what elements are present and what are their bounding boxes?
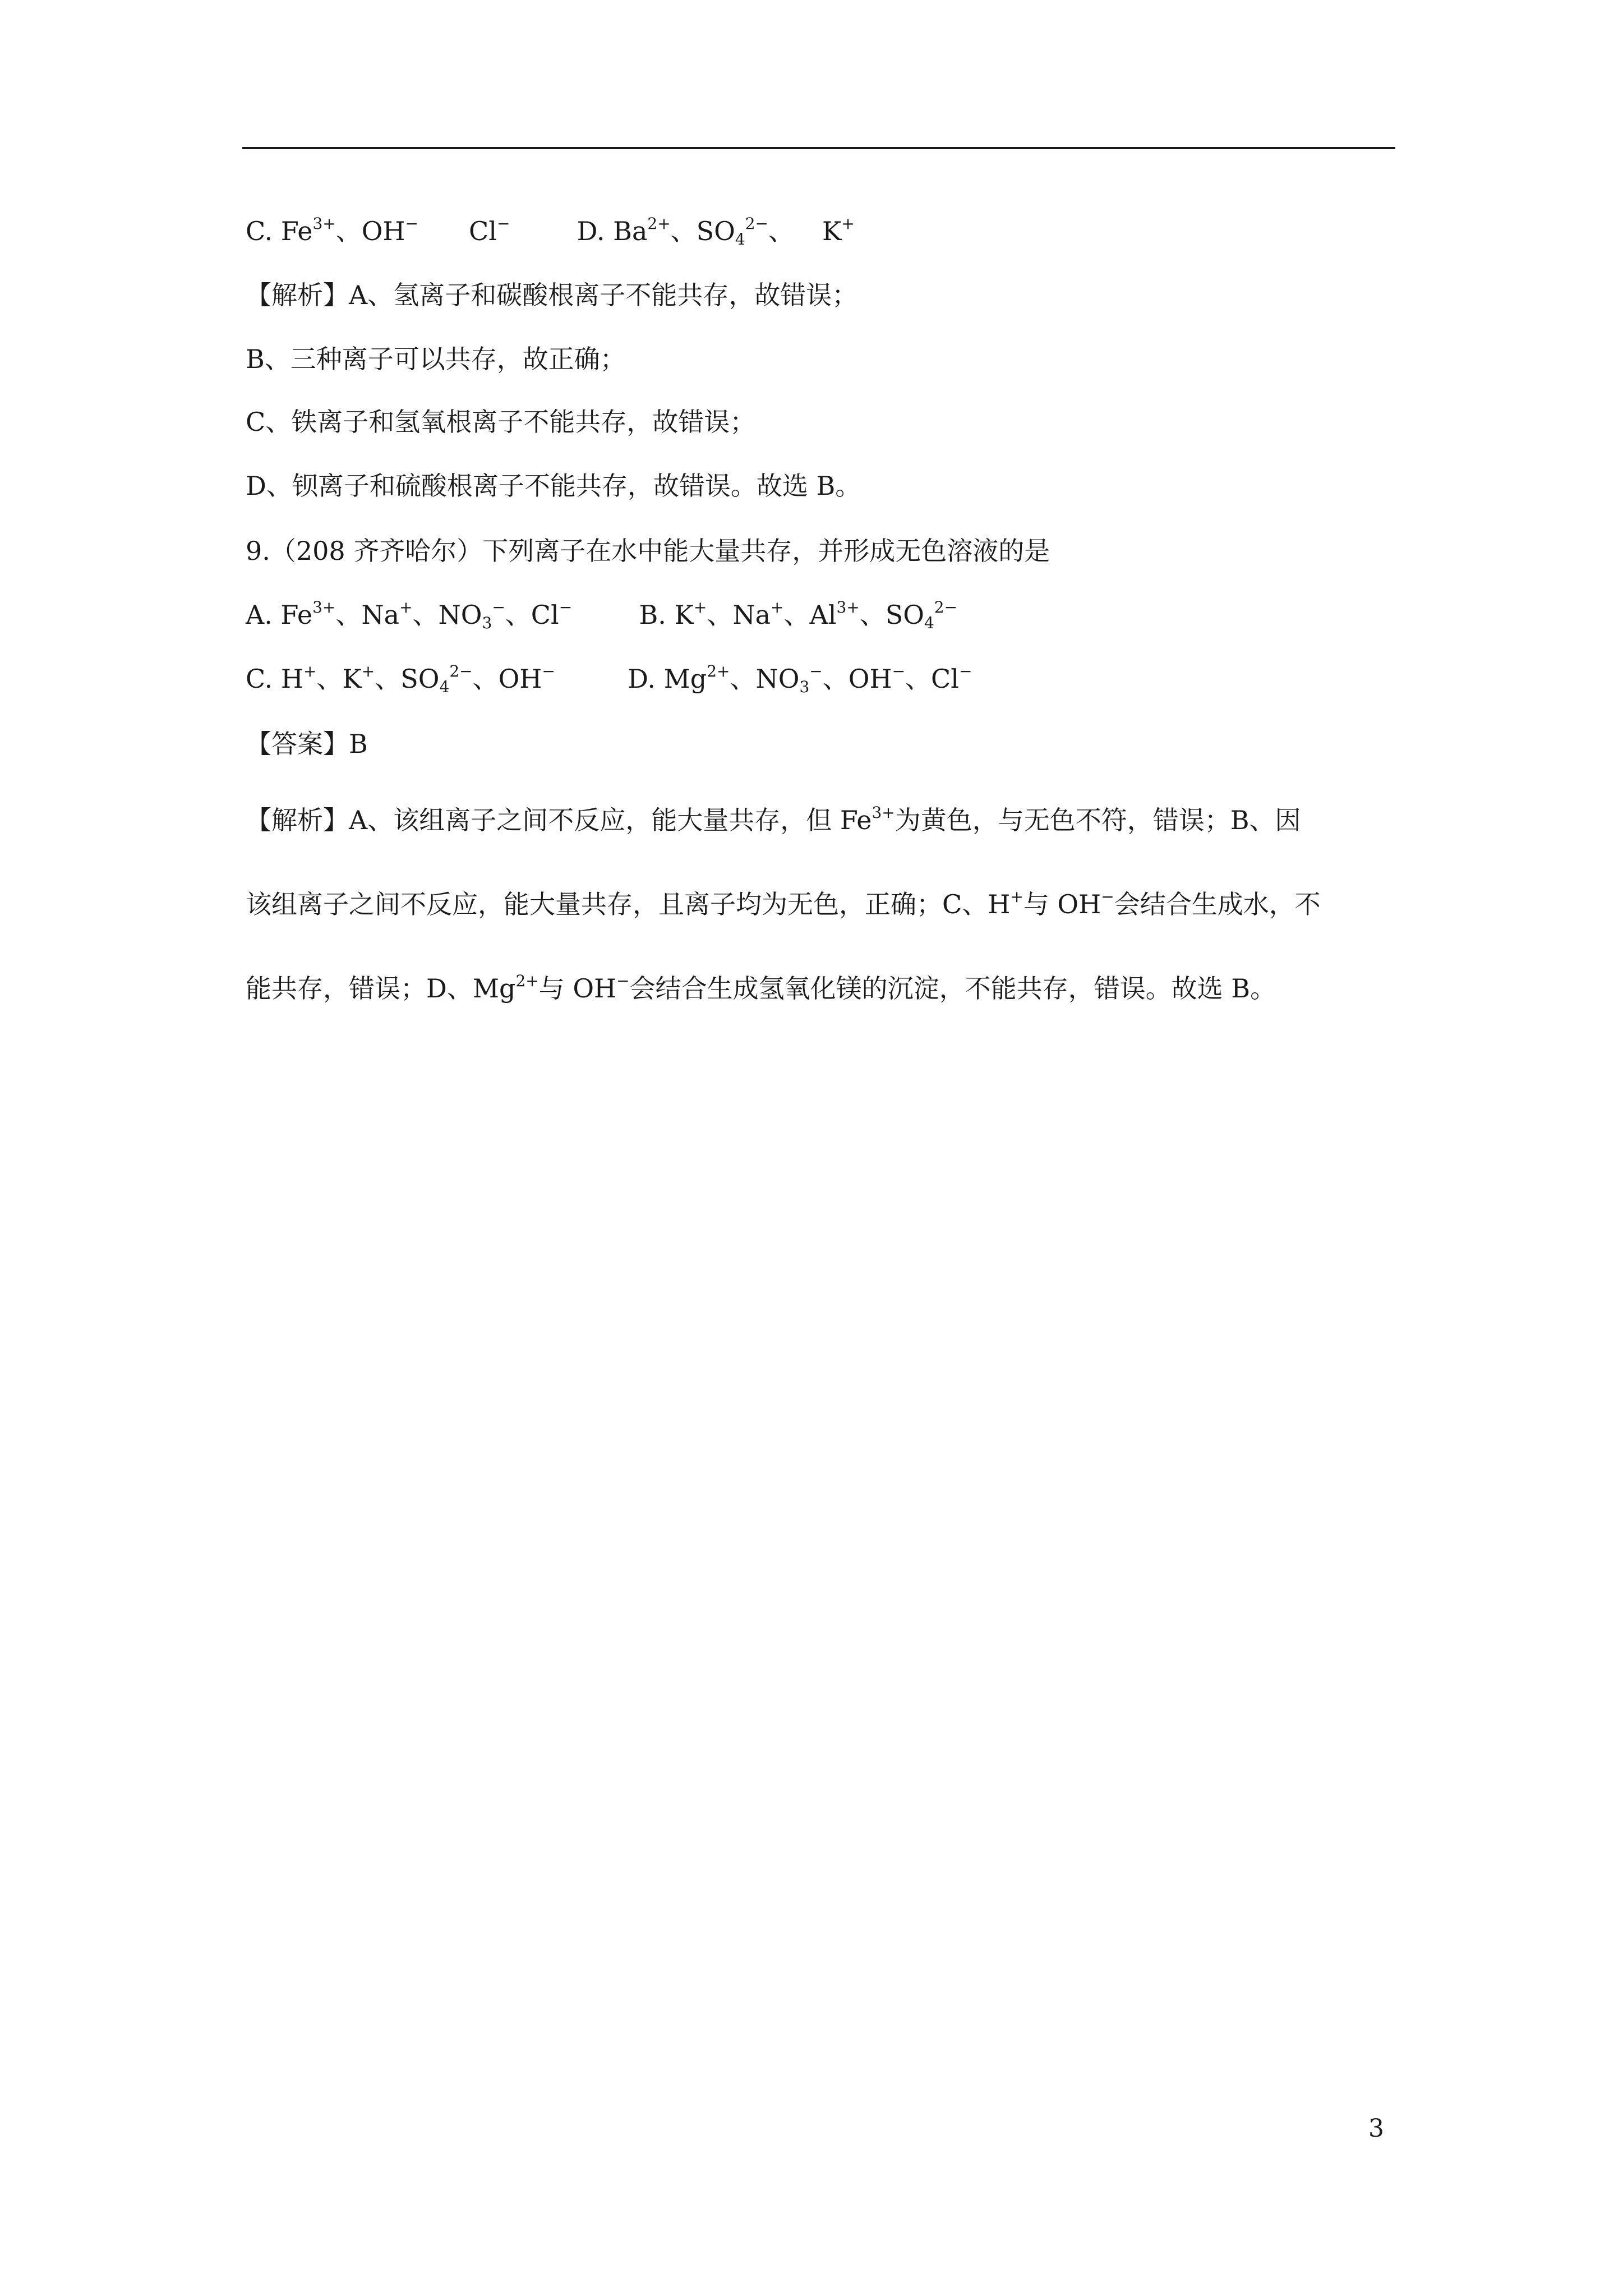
answer: 【答案】B xyxy=(246,729,368,759)
q9-option-d: D. $Mg^{2+}$、$NO_3^-$、OH−、Cl− xyxy=(628,662,972,696)
page-number: 3 xyxy=(1368,2114,1384,2143)
header-rule xyxy=(242,147,1395,149)
explanation-line-2: 该组离子之间不反应，能大量共存，且离子均为无色，正确；C、H+与 OH−会结合生成水，不 xyxy=(246,887,1321,919)
option-d: D. $Ba^{2+}$、$SO_4^{2-}$、 K+ xyxy=(577,214,855,249)
analysis-a: 【解析】A、氢离子和碳酸根离子不能共存，故错误； xyxy=(246,280,858,310)
option-c: C. $Fe^{3+}$、OH− Cl− xyxy=(246,214,510,246)
q9-options-a-b xyxy=(246,598,957,632)
question-9: 9.（208 齐齐哈尔）下列离子在水中能大量共存，并形成无色溶液的是 xyxy=(246,536,1050,566)
q9-options-c-d xyxy=(246,662,972,696)
analysis-c: C、铁离子和氢氧根离子不能共存，故错误； xyxy=(246,407,756,437)
explanation-line-3: 能共存，错误；D、$Mg^{2+}$与 OH−会结合生成氢氧化镁的沉淀，不能共存，错误。故选 B。 xyxy=(246,972,1276,1004)
analysis-b: B、三种离子可以共存，故正确； xyxy=(246,344,626,374)
q9-option-c: C. H+、K+、$SO_4^{2-}$、OH− xyxy=(246,662,555,696)
analysis-d: D、钡离子和硫酸根离子不能共存，故错误。故选 B。 xyxy=(246,471,861,501)
q9-option-b: B. K+、Na+、$Al^{3+}$、$SO_4^{2-}$ xyxy=(639,598,958,632)
explanation-line-1: 【解析】A、该组离子之间不反应，能大量共存，但 $Fe^{3+}$为黄色，与无色不符，错误；B、因 xyxy=(246,803,1301,835)
q9-option-a: A. $Fe^{3+}$、Na+、$NO_3^-$、Cl− xyxy=(246,598,573,632)
options-c-d-line xyxy=(246,214,855,248)
